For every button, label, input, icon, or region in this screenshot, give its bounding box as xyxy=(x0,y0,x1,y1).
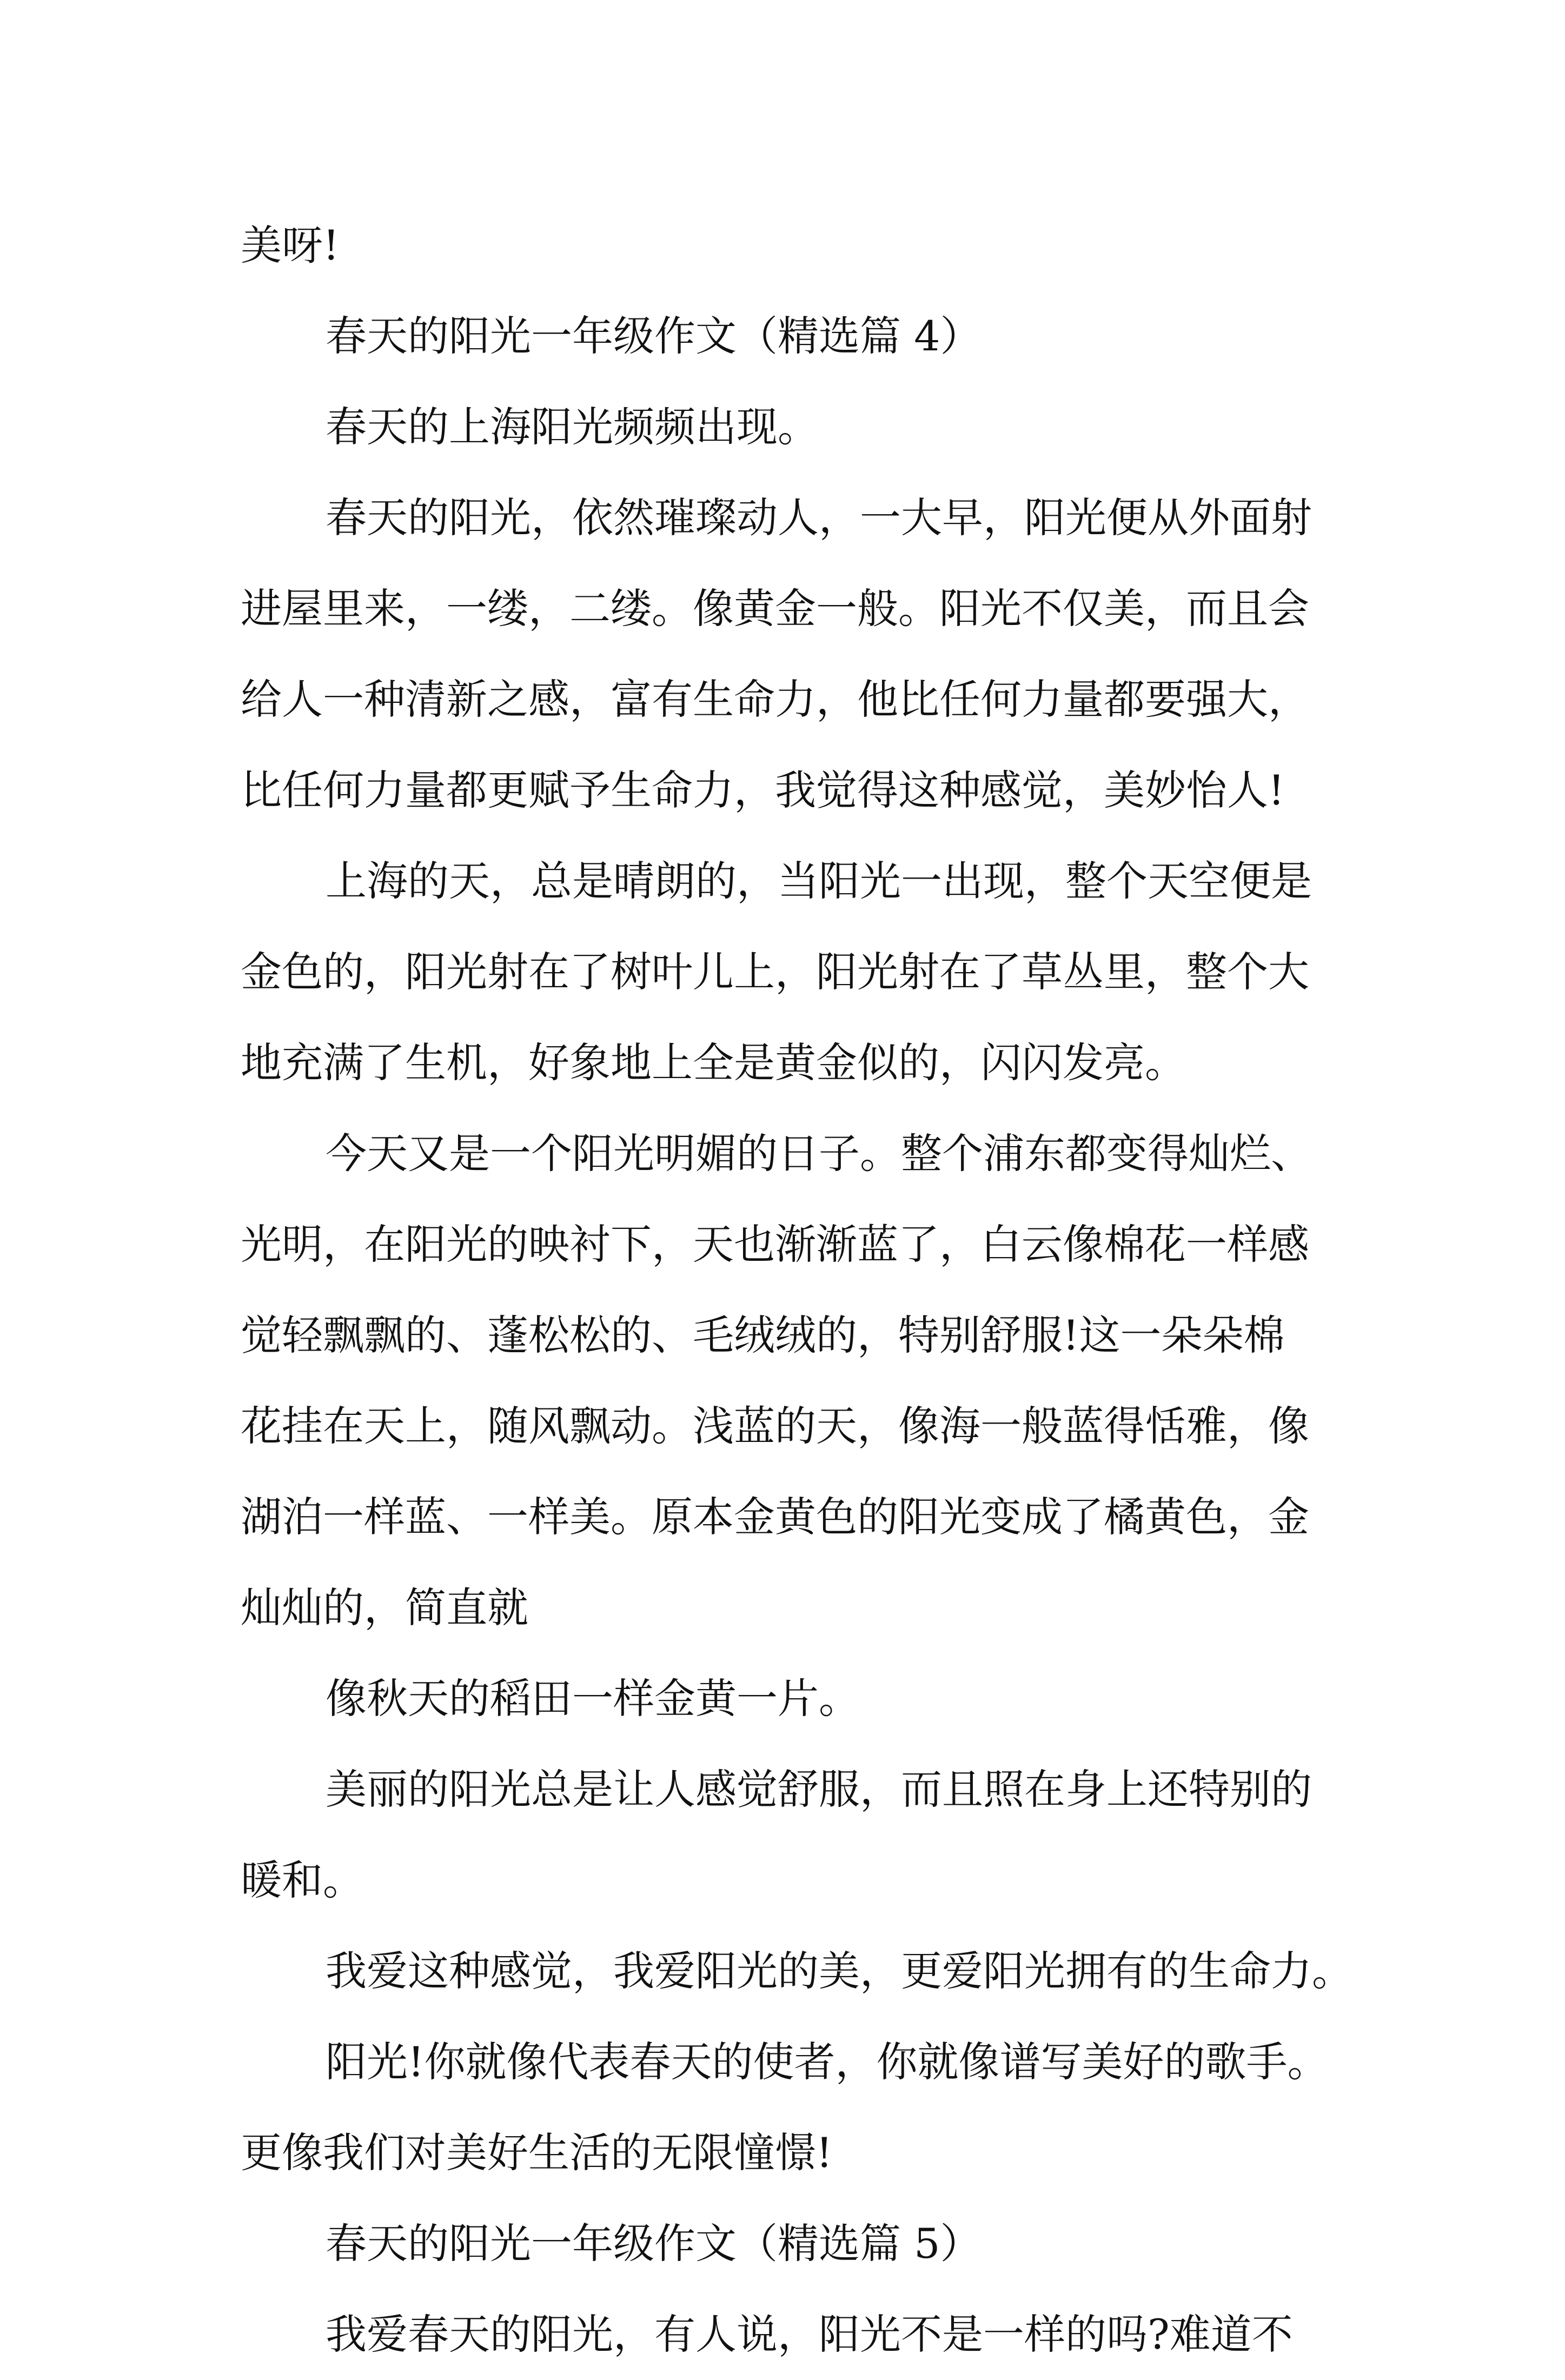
text-line: 给人一种清新之感，富有生命力，他比任何力量都要强大， xyxy=(241,675,1309,723)
text-line: 觉轻飘飘的、蓬松松的、毛绒绒的，特别舒服!这一朵朵棉 xyxy=(241,1311,1285,1359)
document-body xyxy=(241,200,1353,2380)
text-line: 灿灿的，简直就 xyxy=(241,1584,528,1632)
text-line: 金色的，阳光射在了树叶儿上，阳光射在了草丛里，整个大 xyxy=(241,948,1309,996)
text-line: 春天的上海阳光频频出现。 xyxy=(326,403,819,451)
text-line: 像秋天的稻田一样金黄一片。 xyxy=(326,1674,860,1723)
text-line: 春天的阳光，依然璀璨动人，一大早，阳光便从外面射 xyxy=(326,494,1312,542)
text-line: 美丽的阳光总是让人感觉舒服，而且照在身上还特别的 xyxy=(326,1765,1312,1813)
section-heading: 春天的阳光一年级作文（精选篇 4） xyxy=(326,312,982,360)
text-line: 光明，在阳光的映衬下，天也渐渐蓝了，白云像棉花一样感 xyxy=(241,1220,1309,1268)
text-line: 花挂在天上，随风飘动。浅蓝的天，像海一般蓝得恬雅，像 xyxy=(241,1402,1309,1450)
text-line: 湖泊一样蓝、一样美。原本金黄色的阳光变成了橘黄色，金 xyxy=(241,1493,1309,1541)
text-line: 美呀! xyxy=(241,221,340,269)
text-line: 我爱这种感觉，我爱阳光的美，更爱阳光拥有的生命力。 xyxy=(326,1947,1353,1995)
section-heading: 春天的阳光一年级作文（精选篇 5） xyxy=(326,2219,982,2268)
text-line: 进屋里来，一缕，二缕。像黄金一般。阳光不仅美，而且会 xyxy=(241,584,1309,633)
text-line: 上海的天，总是晴朗的，当阳光一出现，整个天空便是 xyxy=(326,857,1312,905)
text-line: 暖和。 xyxy=(241,1856,364,1904)
text-line: 阳光!你就像代表春天的使者，你就像谱写美好的歌手。 xyxy=(326,2038,1329,2086)
text-line: 地充满了生机，好象地上全是黄金似的，闪闪发亮。 xyxy=(241,1039,1186,1087)
text-line: 我爱春天的阳光，有人说，阳光不是一样的吗?难道不 xyxy=(326,2310,1293,2358)
text-line: 今天又是一个阳光明媚的日子。整个浦东都变得灿烂、 xyxy=(326,1129,1312,1178)
text-line: 更像我们对美好生活的无限憧憬! xyxy=(241,2129,833,2177)
text-line: 比任何力量都更赋予生命力，我觉得这种感觉，美妙怡人! xyxy=(241,766,1285,814)
